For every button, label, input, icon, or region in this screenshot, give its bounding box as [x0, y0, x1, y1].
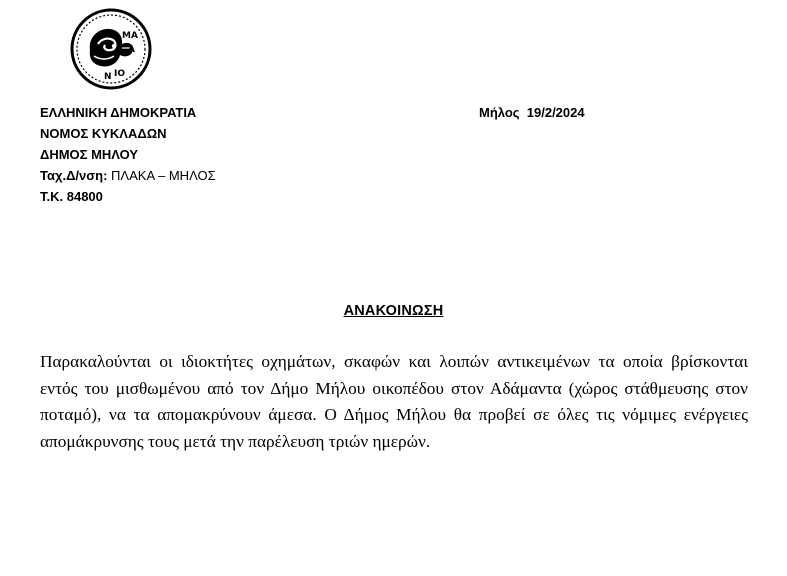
municipality-seal-logo	[70, 8, 152, 90]
svg-text:ΜΑ: ΜΑ	[122, 31, 138, 41]
svg-text:ΙΟ: ΙΟ	[114, 69, 125, 79]
header-postal-code: Τ.Κ. 84800	[40, 189, 103, 204]
announcement-body: Παρακαλούνται οι ιδιοκτήτες οχημάτων, σκαφών και λοιπών αντικειμένων τα οποία βρίσκονται εντός του μισθωμένου από τον Δήμο Μήλου οικοπέδου στον Αδάμαντα (χώρος στάθμευσης στον ποταμό), να τα απομακρύνουν άμεσα. Ο Δήμος Μήλου θα προβεί σε όλες τις νόμιμες ενέργειες απομάκρυνσης τους μετά την παρέλευση τριών ημερών.	[40, 352, 748, 451]
header-address	[40, 165, 216, 186]
header-country: ΕΛΛΗΝΙΚΗ ΔΗΜΟΚΡΑΤΙΑ	[40, 105, 197, 120]
document-date: Μήλος 19/2/2024	[479, 105, 585, 120]
svg-text:Λ: Λ	[128, 45, 135, 55]
pomegranate-coin-seal-icon	[70, 8, 152, 90]
header-prefecture: ΝΟΜΟΣ ΚΥΚΛΑΔΩΝ	[40, 126, 167, 141]
address-value: ΠΛΑΚΑ – ΜΗΛΟΣ	[107, 168, 216, 183]
svg-text:Ν: Ν	[104, 72, 112, 82]
issuer-header	[40, 102, 216, 207]
address-label: Ταχ.Δ/νση:	[40, 168, 108, 183]
header-municipality: ΔΗΜΟΣ ΜΗΛΟΥ	[40, 147, 139, 162]
document-title: ΑΝΑΚΟΙΝΩΣΗ	[343, 303, 444, 319]
